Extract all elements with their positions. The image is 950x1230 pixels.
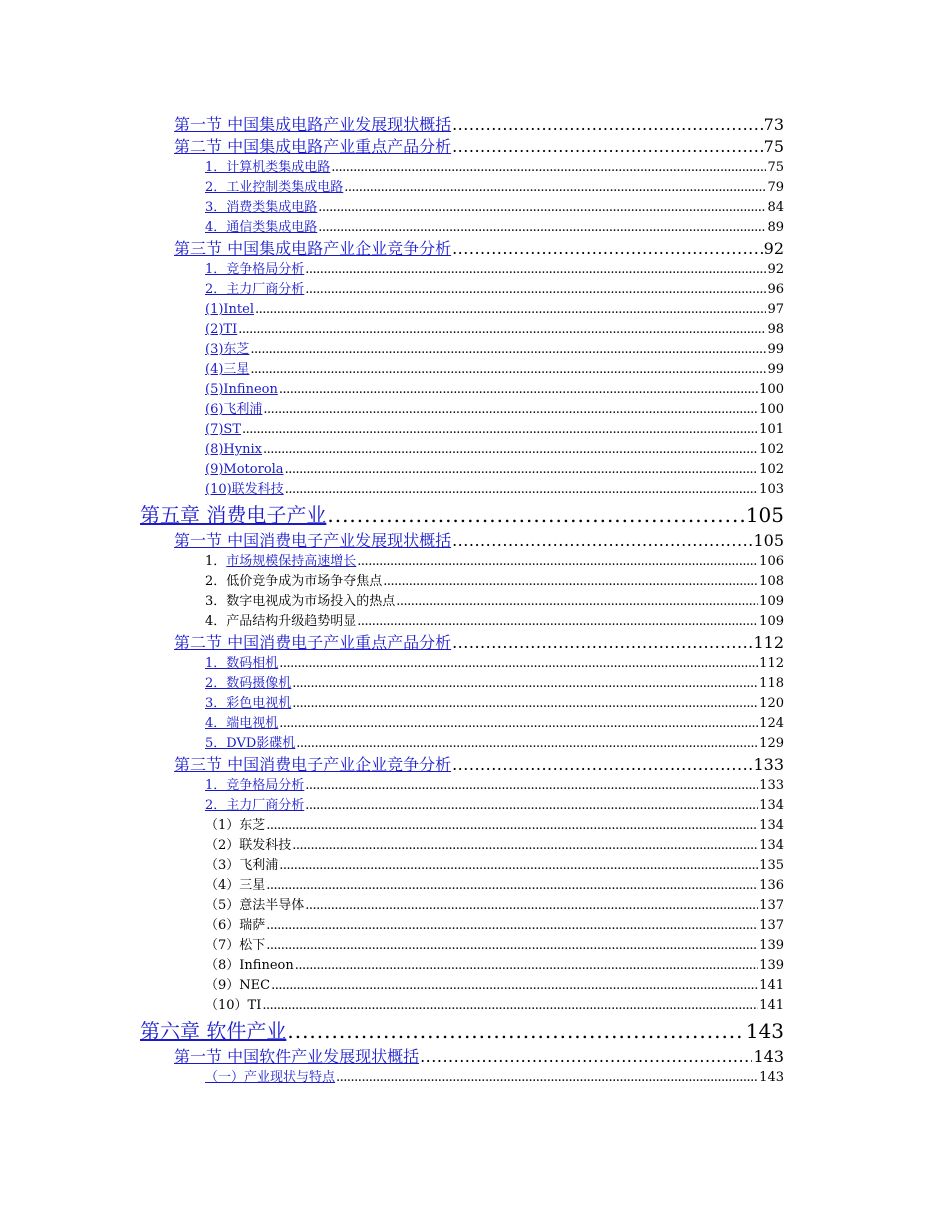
toc-page-number: 106 [759, 554, 784, 569]
toc-entry-title[interactable] [174, 136, 451, 158]
toc-page-number: 134 [759, 818, 784, 833]
toc-subsection-entry[interactable] [0, 776, 784, 796]
toc-subsection-entry[interactable] [0, 694, 784, 714]
toc-subsection-entry[interactable] [0, 734, 784, 754]
toc-entry-title[interactable] [140, 1016, 286, 1046]
toc-subsection-entry[interactable] [0, 1068, 784, 1088]
toc-entry-link[interactable]: 4．端电视机 [205, 716, 279, 731]
toc-subsection-entry [0, 996, 784, 1016]
toc-dot-leader [266, 876, 758, 896]
toc-subsection-entry[interactable] [0, 178, 784, 198]
toc-entry-text: （7）松下 [205, 938, 266, 953]
toc-entry-title[interactable] [205, 218, 317, 238]
toc-subsection-entry[interactable] [0, 260, 784, 280]
toc-entry-link[interactable]: 1．计算机类集成电路 [205, 160, 331, 175]
toc-dot-leader [357, 612, 758, 632]
table-of-contents [0, 114, 950, 1088]
toc-page-number: 103 [759, 482, 784, 497]
toc-entry-text: （3）飞利浦 [205, 858, 279, 873]
toc-dot-leader [318, 218, 766, 238]
toc-page-number: 112 [753, 633, 784, 652]
toc-dot-leader [327, 500, 744, 530]
toc-dot-leader [285, 480, 758, 500]
toc-dot-leader [305, 776, 758, 796]
toc-entry-title[interactable] [205, 460, 284, 480]
toc-page-number: 98 [767, 322, 784, 337]
toc-entry-title [205, 592, 395, 612]
toc-page-number: 143 [753, 1047, 784, 1066]
toc-entry-title[interactable] [174, 530, 451, 552]
toc-dot-leader [331, 158, 766, 178]
toc-entry-link[interactable]: (8)Hynix [205, 442, 262, 457]
toc-entry-link[interactable]: (1)Intel [205, 302, 254, 317]
toc-entry-link[interactable]: 2．数码摄像机 [205, 676, 292, 691]
toc-section-entry[interactable] [0, 530, 784, 552]
toc-entry-title[interactable] [205, 320, 237, 340]
toc-entry-link[interactable]: 第一节 中国消费电子产业发展现状概括 [174, 531, 452, 550]
toc-dot-leader [336, 1068, 758, 1088]
toc-page-number: 92 [763, 239, 784, 258]
toc-entry-title[interactable] [174, 238, 451, 260]
toc-section-entry[interactable] [0, 238, 784, 260]
toc-page-number: 102 [759, 442, 784, 457]
toc-section-entry[interactable] [0, 754, 784, 776]
toc-section-entry[interactable] [0, 136, 784, 158]
toc-dot-leader [452, 530, 752, 552]
toc-page-number: 100 [759, 382, 784, 397]
toc-page-number: 120 [759, 696, 784, 711]
toc-page-number: 124 [759, 716, 784, 731]
toc-subsection-entry[interactable] [0, 218, 784, 238]
toc-dot-leader [305, 280, 766, 300]
toc-dot-leader [266, 916, 758, 936]
toc-dot-leader [285, 460, 759, 480]
toc-page-number: 89 [767, 220, 784, 235]
toc-entry-link[interactable]: (10)联发科技 [205, 482, 284, 497]
toc-chapter-entry[interactable] [0, 1016, 784, 1046]
toc-entry-title[interactable] [140, 500, 326, 530]
toc-page-number: 102 [759, 462, 784, 477]
toc-entry-link[interactable]: 第三节 中国集成电路产业企业竞争分析 [174, 239, 452, 258]
toc-entry-text: （6）瑞萨 [205, 918, 266, 933]
toc-page-number: 100 [759, 402, 784, 417]
toc-entry-title[interactable] [205, 260, 304, 280]
toc-entry-link[interactable]: (4)三星 [205, 362, 250, 377]
toc-entry-link[interactable]: (5)Infineon [205, 382, 278, 397]
toc-subsection-entry[interactable] [0, 480, 784, 500]
toc-page-number: 139 [759, 938, 784, 953]
toc-subsection-entry [0, 592, 784, 612]
toc-dot-leader [452, 632, 752, 654]
toc-entry-link[interactable]: 4．通信类集成电路 [205, 220, 318, 235]
toc-dot-leader [420, 1046, 752, 1068]
toc-entry-title[interactable] [174, 114, 451, 136]
toc-entry-title[interactable] [205, 480, 284, 500]
toc-dot-leader [250, 360, 766, 380]
toc-page-number: 141 [759, 978, 784, 993]
toc-subsection-entry [0, 876, 784, 896]
toc-entry-title [205, 976, 270, 996]
toc-dot-leader [263, 400, 758, 420]
toc-entry-text: （2）联发科技 [205, 838, 292, 853]
toc-subsection-entry [0, 856, 784, 876]
toc-entry-title [205, 572, 382, 592]
toc-entry-title[interactable] [205, 1068, 335, 1088]
toc-page-number: 75 [767, 160, 784, 175]
toc-dot-leader [255, 300, 766, 320]
toc-entry-link[interactable]: 第二节 中国集成电路产业重点产品分析 [174, 137, 452, 156]
toc-entry-link[interactable]: （一）产业现状与特点 [205, 1070, 336, 1085]
toc-dot-leader [292, 836, 758, 856]
toc-entry-link[interactable]: 第六章 软件产业 [140, 1019, 287, 1043]
toc-dot-leader [305, 896, 758, 916]
toc-entry-link[interactable]: (3)东芝 [205, 342, 250, 357]
toc-entry-title[interactable] [174, 632, 451, 654]
toc-subsection-entry[interactable] [0, 360, 784, 380]
toc-entry-text: （9）NEC [205, 978, 271, 993]
toc-entry-link[interactable]: 1．数码相机 [205, 656, 279, 671]
toc-dot-leader [318, 198, 766, 218]
toc-dot-leader [295, 956, 758, 976]
toc-dot-leader [242, 420, 758, 440]
toc-page-number: 141 [759, 998, 784, 1013]
toc-entry-title[interactable] [205, 552, 356, 572]
toc-subsection-entry [0, 572, 784, 592]
toc-entry-title [205, 936, 265, 956]
toc-entry-text: （1）东芝 [205, 818, 266, 833]
toc-dot-leader [296, 734, 758, 754]
toc-subsection-entry[interactable] [0, 400, 784, 420]
toc-subsection-entry [0, 896, 784, 916]
toc-entry-link[interactable]: 3．消费类集成电路 [205, 200, 318, 215]
toc-entry-title [205, 816, 265, 836]
toc-page-number: 133 [759, 778, 784, 793]
toc-subsection-entry[interactable] [0, 320, 784, 340]
toc-dot-leader [292, 674, 758, 694]
toc-subsection-entry[interactable] [0, 796, 784, 816]
toc-page-number: 139 [759, 958, 784, 973]
toc-entry-title [205, 856, 278, 876]
toc-dot-leader [452, 754, 752, 776]
toc-entry-title[interactable] [205, 714, 278, 734]
toc-section-entry[interactable] [0, 1046, 784, 1068]
toc-entry-title[interactable] [205, 654, 278, 674]
toc-entry-title[interactable] [205, 400, 262, 420]
toc-entry-title[interactable] [205, 280, 304, 300]
toc-section-entry[interactable] [0, 114, 784, 136]
toc-dot-leader [279, 714, 758, 734]
toc-entry-title[interactable] [205, 158, 330, 178]
toc-entry-link[interactable]: (2)TI [205, 322, 238, 337]
toc-entry-title [205, 612, 356, 632]
toc-entry-link[interactable]: 第五章 消费电子产业 [140, 503, 327, 527]
toc-dot-leader [357, 552, 758, 572]
toc-page-number: 101 [759, 422, 784, 437]
toc-subsection-entry[interactable] [0, 280, 784, 300]
toc-entry-title[interactable] [205, 694, 291, 714]
toc-entry-text: （8）Infineon [205, 958, 294, 973]
toc-entry-title[interactable] [205, 198, 317, 218]
toc-dot-leader [279, 380, 758, 400]
toc-entry-title[interactable] [205, 340, 249, 360]
toc-subsection-entry [0, 816, 784, 836]
toc-subsection-entry [0, 936, 784, 956]
toc-subsection-entry [0, 836, 784, 856]
toc-page-number: 99 [767, 342, 784, 357]
toc-entry-text: 4．产品结构升级趋势明显 [205, 614, 357, 629]
toc-section-entry[interactable] [0, 632, 784, 654]
toc-subsection-entry[interactable] [0, 460, 784, 480]
toc-page-number: 137 [759, 898, 784, 913]
toc-entry-title [205, 996, 261, 1016]
toc-dot-leader [452, 238, 763, 260]
toc-subsection-entry[interactable] [0, 654, 784, 674]
toc-entry-text: 3．数字电视成为市场投入的热点 [205, 594, 396, 609]
toc-entry-title[interactable] [205, 734, 295, 754]
toc-subsection-entry[interactable] [0, 158, 784, 178]
toc-dot-leader [305, 260, 766, 280]
toc-entry-link[interactable]: 1．竞争格局分析 [205, 778, 305, 793]
toc-page-number: 109 [759, 594, 784, 609]
toc-subsection-entry[interactable] [0, 674, 784, 694]
toc-page-number: 109 [759, 614, 784, 629]
toc-page-number: 96 [767, 282, 784, 297]
toc-dot-leader [383, 572, 758, 592]
toc-page-number: 134 [759, 798, 784, 813]
toc-page-number: 79 [767, 180, 784, 195]
toc-entry-title[interactable] [205, 178, 343, 198]
toc-entry-number: 1． [205, 554, 227, 569]
toc-entry-title[interactable] [205, 360, 249, 380]
toc-subsection-entry [0, 956, 784, 976]
toc-entry-link[interactable]: 第二节 中国消费电子产业重点产品分析 [174, 633, 452, 652]
toc-subsection-entry[interactable] [0, 300, 784, 320]
toc-dot-leader [305, 796, 758, 816]
toc-entry-link[interactable]: 第三节 中国消费电子产业企业竞争分析 [174, 755, 452, 774]
toc-page-number: 108 [759, 574, 784, 589]
toc-entry-link[interactable]: 3．彩色电视机 [205, 696, 292, 711]
toc-page-number: 129 [759, 736, 784, 751]
toc-dot-leader [266, 816, 758, 836]
toc-dot-leader [250, 340, 766, 360]
toc-entry-title [205, 876, 265, 896]
toc-page-number: 118 [759, 676, 784, 691]
toc-page-number: 133 [753, 755, 784, 774]
toc-entry-link[interactable]: (9)Motorola [205, 462, 284, 477]
toc-subsection-entry [0, 916, 784, 936]
toc-subsection-entry [0, 976, 784, 996]
toc-dot-leader [396, 592, 758, 612]
toc-page-number: 84 [767, 200, 784, 215]
toc-dot-leader [279, 654, 758, 674]
toc-subsection-entry[interactable] [0, 552, 784, 572]
toc-page-number: 112 [759, 656, 784, 671]
toc-entry-title[interactable] [205, 796, 304, 816]
toc-entry-title [205, 916, 265, 936]
toc-entry-title [205, 956, 294, 976]
toc-page-number: 105 [745, 503, 784, 527]
toc-entry-title[interactable] [205, 674, 291, 694]
toc-dot-leader [266, 936, 758, 956]
toc-entry-link[interactable]: 第一节 中国集成电路产业发展现状概括 [174, 115, 452, 134]
toc-subsection-entry [0, 612, 784, 632]
toc-page-number: 99 [767, 362, 784, 377]
toc-entry-link[interactable]: 1．竞争格局分析 [205, 262, 305, 277]
toc-entry-title [205, 836, 291, 856]
toc-entry-text: （10）TI [205, 998, 262, 1013]
toc-subsection-entry[interactable] [0, 420, 784, 440]
toc-dot-leader [292, 694, 758, 714]
toc-entry-title[interactable] [205, 380, 278, 400]
toc-entry-text: 2．低价竞争成为市场争夺焦点 [205, 574, 383, 589]
toc-dot-leader [344, 178, 766, 198]
toc-page-number: 97 [767, 302, 784, 317]
toc-entry-link[interactable]: (7)ST [205, 422, 241, 437]
toc-entry-title[interactable] [205, 420, 241, 440]
toc-entry-text: （5）意法半导体 [205, 898, 305, 913]
toc-dot-leader [452, 114, 763, 136]
toc-entry-link[interactable]: 5．DVD影碟机 [205, 736, 296, 751]
toc-entry-link[interactable]: 市场规模保持高速增长 [226, 554, 357, 569]
toc-page-number: 134 [759, 838, 784, 853]
toc-entry-title[interactable] [174, 1046, 419, 1068]
toc-entry-link[interactable]: 2．主力厂商分析 [205, 282, 305, 297]
toc-dot-leader [279, 856, 758, 876]
toc-entry-title[interactable] [205, 776, 304, 796]
toc-subsection-entry[interactable] [0, 440, 784, 460]
toc-page-number: 92 [767, 262, 784, 277]
toc-subsection-entry[interactable] [0, 340, 784, 360]
toc-dot-leader [287, 1016, 744, 1046]
toc-entry-title [205, 896, 304, 916]
toc-entry-title[interactable] [174, 754, 451, 776]
toc-entry-link[interactable]: 第一节 中国软件产业发展现状概括 [174, 1047, 420, 1066]
toc-dot-leader [452, 136, 763, 158]
toc-subsection-entry[interactable] [0, 198, 784, 218]
toc-page-number: 75 [763, 137, 784, 156]
toc-dot-leader [262, 996, 758, 1016]
toc-page-number: 135 [759, 858, 784, 873]
toc-page-number: 105 [753, 531, 784, 550]
toc-subsection-entry[interactable] [0, 714, 784, 734]
toc-page-number: 136 [759, 878, 784, 893]
toc-page-number: 137 [759, 918, 784, 933]
toc-dot-leader [271, 976, 758, 996]
toc-dot-leader [263, 440, 758, 460]
toc-dot-leader [238, 320, 766, 340]
toc-subsection-entry[interactable] [0, 380, 784, 400]
toc-chapter-entry[interactable] [0, 500, 784, 530]
toc-entry-link[interactable]: 2．主力厂商分析 [205, 798, 305, 813]
toc-entry-link[interactable]: 2．工业控制类集成电路 [205, 180, 344, 195]
toc-entry-link[interactable]: (6)飞利浦 [205, 402, 263, 417]
toc-page-number: 73 [763, 115, 784, 134]
toc-page-number: 143 [759, 1070, 784, 1085]
toc-page-number: 143 [745, 1019, 784, 1043]
toc-entry-title[interactable] [205, 440, 262, 460]
toc-entry-text: （4）三星 [205, 878, 266, 893]
toc-entry-title[interactable] [205, 300, 254, 320]
